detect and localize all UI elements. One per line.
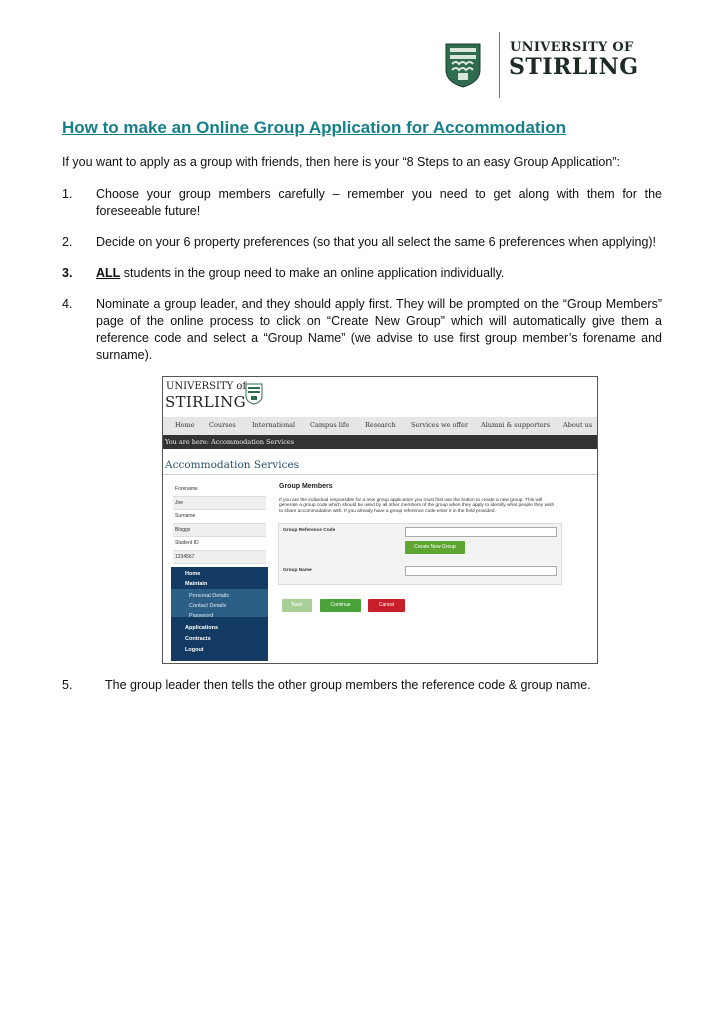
step-2 [62,234,662,251]
group-members-title: Group Members [279,483,333,490]
field-label: Student ID [173,537,266,551]
group-reference-label: Group Reference Code [283,528,336,533]
menu-logout[interactable]: Logout [185,647,204,653]
menu-password[interactable]: Password [189,613,214,619]
field-label: Surname [173,510,266,524]
group-form [278,523,562,585]
step-emphasis: ALL [96,266,121,280]
logo-divider [499,32,500,98]
nav-international[interactable]: International [252,421,296,429]
nav-campus-life[interactable]: Campus life [310,421,350,429]
menu-contact-details[interactable]: Contact Details [189,603,227,609]
nav-courses[interactable]: Courses [209,421,236,429]
logo-line-2: STIRLING [509,54,639,80]
step-text [96,265,662,282]
university-logo [444,32,654,100]
field-value: Joe [173,497,266,511]
screenshot-nav [163,417,597,435]
university-crest-icon [444,42,482,88]
step-text: Choose your group members carefully – remember you need to get along with them for the foreseeable future! [96,187,662,218]
step-4 [62,296,662,364]
embedded-screenshot [162,376,598,664]
create-new-group-button[interactable]: Create New Group [405,541,465,554]
menu-applications[interactable]: Applications [185,625,219,631]
field-value: 1234567 [173,551,266,565]
field-value: Bloggs [173,524,266,538]
step-text: Decide on your 6 property preferences (so that you all select the same 6 preferences when applying)! [96,235,657,249]
logo-line-1: UNIVERSITY OF [510,40,634,55]
student-details-box [173,483,266,564]
menu-home[interactable]: Home [185,571,201,577]
menu-maintain[interactable]: Maintain [185,581,208,587]
cancel-button[interactable]: Cancel [368,599,405,612]
step-3 [62,265,662,282]
screenshot-heading: Accommodation Services [165,459,300,471]
screenshot-breadcrumb [163,435,597,449]
step-text: Nominate a group leader, and they should apply first. They will be prompted on the “Group Members” page of the online process to click on “Create New Group” which will automatically give them a reference code and select a “Group Name” (we advise to use first group member’s forename and surname). [96,297,662,362]
step-number: 1. [62,187,73,201]
step-text: The group leader then tells the other group members the reference code & group name. [105,678,591,692]
group-name-label: Group Name [283,568,312,573]
menu-personal-details[interactable]: Personal Details [189,593,230,599]
screenshot-crest-icon [245,383,263,405]
side-menu [171,567,268,661]
step-number: 2. [62,235,73,249]
group-members-instructions: If you are the individual responsible for a new group application you must first use the button to create a new group. This will generate a group code which should be used by all other members of the group when they apply to identify what people they wish to share accommodation with. If you already have a group reference code enter it in the field provided. [279,498,555,514]
screenshot-logo-line-1: UNIVERSITY of [166,381,247,392]
step-number: 3. [62,266,73,280]
step-number: 5. [62,678,73,692]
screenshot-logo-line-2: STIRLING [165,393,246,411]
continue-button[interactable]: Continue [320,599,361,612]
heading-divider [163,474,597,475]
menu-contracts[interactable]: Contracts [185,636,211,642]
step-text-rest: students in the group need to make an online application individually. [120,266,505,280]
field-label: Forename [173,483,266,497]
step-1 [62,186,662,220]
group-name-input[interactable] [405,566,557,576]
back-button[interactable]: Back [282,599,312,612]
screenshot-header [163,377,597,417]
nav-about[interactable]: About us [563,421,593,429]
intro-text: If you want to apply as a group with friends, then here is your “8 Steps to an easy Group Application”: [62,155,620,169]
nav-services[interactable]: Services we offer [411,421,469,429]
nav-research[interactable]: Research [365,421,396,429]
nav-home[interactable]: Home [175,421,195,429]
document-title: How to make an Online Group Application for Accommodation [62,118,567,137]
step-number: 4. [62,297,73,311]
breadcrumb-text: You are here: Accommodation Services [165,438,295,446]
nav-alumni[interactable]: Alumni & supporters [481,421,551,429]
group-reference-input[interactable] [405,527,557,537]
